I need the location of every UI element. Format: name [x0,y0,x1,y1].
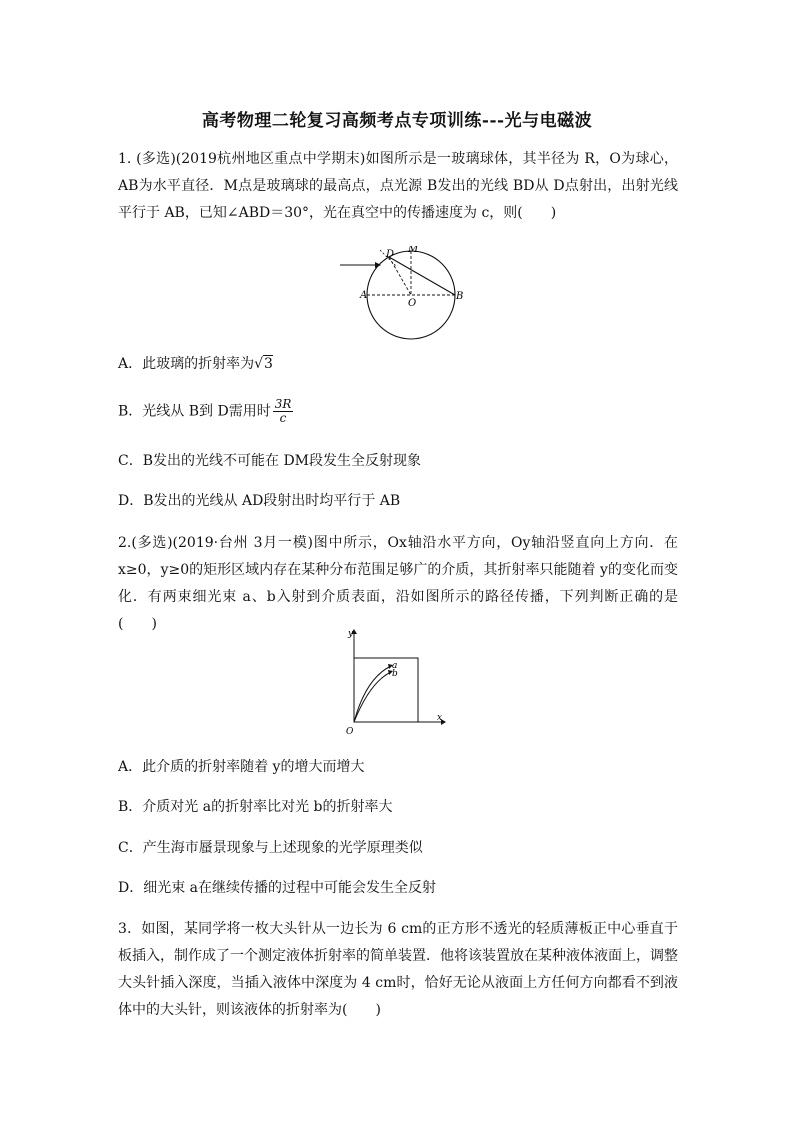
fraction-numerator: 3R [274,397,292,411]
q1-option-a [118,353,273,375]
label-d: D [386,249,395,260]
sqrt-symbol: √3 [254,356,273,372]
label-x: x [437,713,443,723]
label-o: O [346,727,354,737]
incident-ray-arrow [375,262,381,268]
q2-option-d: D．细光束 a在继续传播的过程中可能会发生全反射 [118,880,437,896]
q1-option-c: C．B发出的光线不可能在 DM段发生全反射现象 [118,453,422,469]
label-y: y [348,629,354,639]
q1-option-a-text: A．此玻璃的折射率为 [118,356,255,372]
label-b: B [456,291,464,302]
glass-sphere-figure [334,246,470,342]
question-2-text: 2.(多选)(2019·台州 3月一模)图中所示，Ox轴沿水平方向，Oy轴沿竖直向上方向．在 x≥0，y≥0的矩形区域内存在某种分布范围足够广的介质，其折射率只能随着 y的变化而变化．有两束细光束 a、b入射到介质表面，沿如图所示的路径传播，下列判断正确的是( ) [118,535,678,632]
label-o: O [408,298,417,309]
q1-option-d: D．B发出的光线从 AD段射出时均平行于 AB [118,493,401,509]
sqrt-radicand: 3 [264,356,273,372]
q2-option-b: B．介质对光 a的折射率比对光 b的折射率大 [118,799,393,815]
question-1-text: 1. (多选)(2019杭州地区重点中学期末)如图所示是一玻璃球体，其半径为 R，O为球心，AB为水平直径．M点是玻璃球的最高点，点光源 B发出的光线 BD从 D点射出，出射光线平行于 AB，已知∠ABD＝30°，光在真空中的传播速度为 c，则( ) [118,151,678,221]
medium-region [354,658,418,722]
label-a: A [360,290,368,301]
beam-a-path [354,666,391,722]
q1-option-b [118,398,293,425]
beam-b-path [354,672,391,722]
q2-option-a: A．此介质的折射率随着 y的增大而增大 [118,759,365,775]
fraction-denominator: c [279,411,287,425]
label-b: b [392,669,398,679]
q2-option-c: C．产生海市蜃景现象与上述现象的光学原理类似 [118,840,423,856]
ray-bd [389,257,455,295]
page-title: 高考物理二轮复习高频考点专项训练---光与电磁波 [201,111,593,131]
fraction [273,398,294,425]
q1-option-b-text: B．光线从 B到 D需用时 [118,403,271,420]
label-a: a [392,661,398,671]
label-m: M [408,246,419,255]
medium-coordinate-figure [340,626,450,738]
question-3-text: 3．如图，某同学将一枚大头针从一边长为 6 cm的正方形不透光的轻质薄板正中心垂直于板插入，制作成了一个测定液体折射率的简单装置．他将该装置放在某种液体液面上，调整大头针插入深度，当插入液体中深度为 4 cm时，恰好无论从液面上方任何方向都看不到液体中的大头针，则该液体的折射率为( ) [118,921,678,1018]
